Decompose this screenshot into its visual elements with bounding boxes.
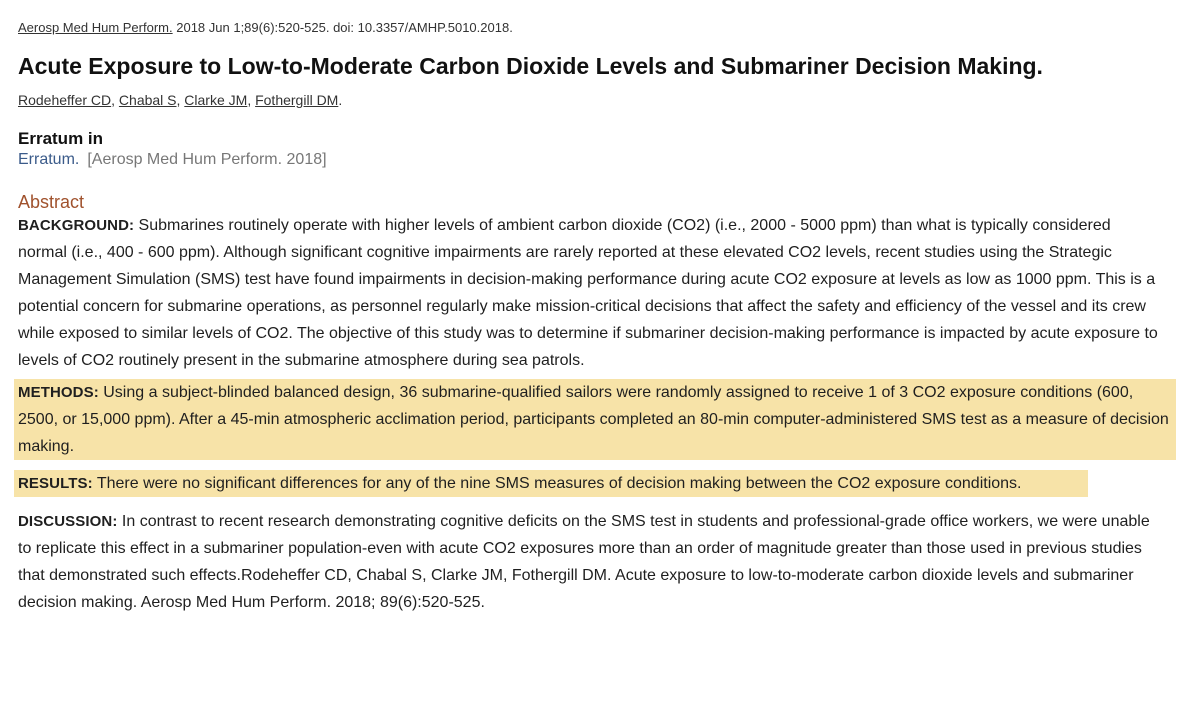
abstract-methods-highlighted: [14, 379, 1176, 460]
author-separator: ,: [176, 92, 185, 108]
author-link[interactable]: Fothergill DM: [255, 92, 339, 108]
erratum-heading: Erratum in: [18, 129, 104, 148]
erratum-source: [Aerosp Med Hum Perform. 2018]: [87, 151, 327, 168]
author-separator: ,: [247, 92, 256, 108]
erratum-entry: [18, 150, 1183, 170]
abstract-results-highlighted: [14, 470, 1088, 497]
methods-label: METHODS:: [18, 384, 99, 401]
author-list: [18, 90, 1183, 110]
article-page: [18, 14, 1183, 616]
article-title: Acute Exposure to Low-to-Moderate Carbon Dioxide Levels and Submariner Decision Making.: [18, 53, 1043, 79]
citation-details: 2018 Jun 1;89(6):520-525. doi: 10.3357/AMHP.5010.2018.: [176, 20, 513, 35]
discussion-label: DISCUSSION:: [18, 513, 118, 530]
author-separator: ,: [111, 92, 119, 108]
author-link[interactable]: Clarke JM: [184, 92, 248, 108]
author-link[interactable]: Chabal S: [118, 92, 177, 108]
author-link[interactable]: Rodeheffer CD: [18, 92, 112, 108]
journal-link[interactable]: Aerosp Med Hum Perform.: [18, 20, 173, 35]
abstract-heading: Abstract: [18, 192, 85, 212]
abstract-discussion: [18, 508, 1158, 616]
discussion-text: In contrast to recent research demonstrating cognitive deficits on the SMS test in students and professional-grade office workers, we were unable to replicate this effect in a submariner population-even with acute CO2 exposures more than an order of magnitude greater than those used in previous studies that demonstrated such effects.Rodeheffer CD, Chabal S, Clarke JM, Fothergill DM. Acute exposure to low-to-moderate carbon dioxide levels and submariner decision making. Aerosp Med Hum Perform. 2018; 89(6):520-525.: [18, 513, 1150, 611]
results-text: There were no significant differences for any of the nine SMS measures of decision making between the CO2 exposure conditions.: [96, 475, 1022, 492]
results-label: RESULTS:: [18, 475, 93, 492]
background-label: BACKGROUND:: [18, 217, 135, 234]
erratum-link[interactable]: Erratum.: [18, 151, 80, 168]
abstract-background: [18, 212, 1158, 374]
background-text: Submarines routinely operate with higher levels of ambient carbon dioxide (CO2) (i.e., 2000 - 5000 ppm) than what is typically considered normal (i.e., 400 - 600 ppm). Although significant cognitive impairments are rarely reported at these elevated CO2 levels, recent studies using the Strategic Management Simulation (SMS) test have found impairments in decision-making performance during acute CO2 exposure at levels as low as 1000 ppm. This is a potential concern for submarine operations, as personnel regularly make mission-critical decisions that affect the safety and efficiency of the vessel and its crew while exposed to similar levels of CO2. The objective of this study was to determine if submariner decision-making performance is impacted by acute exposure to levels of CO2 routinely present in the submarine atmosphere during sea patrols.: [18, 217, 1158, 369]
methods-text: Using a subject-blinded balanced design, 36 submarine-qualified sailors were randomly assigned to receive 1 of 3 CO2 exposure conditions (600, 2500, or 15,000 ppm). After a 45-min atmospheric acclimation period, participants completed an 80-min computer-administered SMS test as a measure of decision making.: [18, 384, 1169, 455]
citation-line: [18, 17, 1183, 39]
author-list-end: .: [338, 92, 343, 108]
